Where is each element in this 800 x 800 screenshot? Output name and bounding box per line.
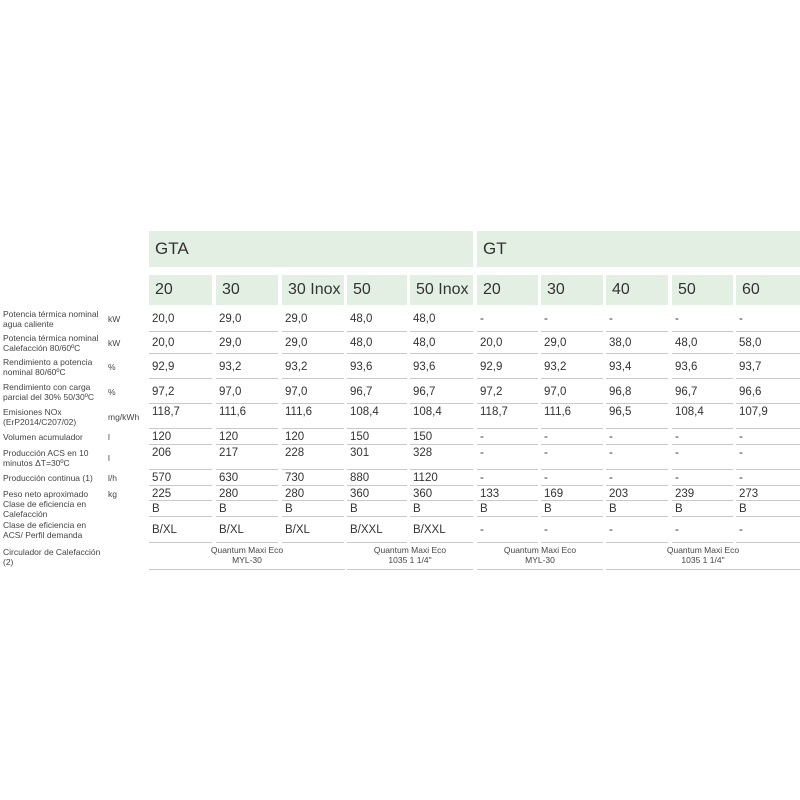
row-label: Rendimiento a potencia nominal 80/60ºC <box>3 356 93 377</box>
table-cell: 96,7 <box>413 385 436 398</box>
circulator-line2: 1035 1 1/4" <box>681 555 725 565</box>
row-divider <box>736 485 800 486</box>
table-cell: - <box>675 313 679 325</box>
table-cell: 96,7 <box>350 385 373 398</box>
row-divider <box>347 542 407 543</box>
row-divider <box>347 378 407 379</box>
row-divider <box>282 516 344 517</box>
row-divider <box>606 378 668 379</box>
model-label: 30 Inox <box>288 281 341 298</box>
table-cell: B <box>413 503 421 515</box>
row-divider <box>149 403 212 404</box>
row-divider <box>736 428 800 429</box>
row-divider <box>606 428 668 429</box>
row-divider <box>736 331 800 332</box>
row-divider <box>541 353 603 354</box>
row-divider <box>672 542 733 543</box>
table-cell: 203 <box>609 487 629 500</box>
row-divider <box>541 378 603 379</box>
row-label: Producción continua (1) <box>3 473 93 483</box>
table-cell: - <box>675 524 679 536</box>
row-divider <box>149 378 212 379</box>
table-cell: 107,9 <box>739 406 768 418</box>
model-label: 20 <box>483 281 501 298</box>
table-cell: - <box>544 447 548 459</box>
table-cell: 360 <box>413 487 433 500</box>
row-divider <box>347 428 407 429</box>
row-divider <box>410 485 473 486</box>
model-label: 60 <box>742 281 760 298</box>
model-label: 40 <box>612 281 630 298</box>
table-cell: 96,8 <box>609 385 632 398</box>
row-divider <box>606 569 800 570</box>
table-cell: 273 <box>739 487 759 500</box>
model-label: 30 <box>547 281 565 298</box>
table-cell: - <box>480 447 484 459</box>
table-cell: - <box>544 313 548 325</box>
row-divider <box>282 444 344 445</box>
table-cell: B <box>609 503 617 515</box>
table-cell: 97,2 <box>152 385 175 398</box>
table-cell: 111,6 <box>285 406 313 418</box>
row-divider <box>149 469 212 470</box>
table-cell: - <box>609 447 613 459</box>
row-divider <box>216 378 278 379</box>
model-header <box>606 275 668 305</box>
row-divider <box>736 469 800 470</box>
table-cell: - <box>739 447 743 459</box>
table-cell: - <box>480 524 484 536</box>
table-cell: 29,0 <box>285 313 308 325</box>
model-header <box>149 275 212 305</box>
table-cell: 150 <box>350 431 370 443</box>
table-cell: 630 <box>219 472 239 484</box>
circulator-gta-b <box>347 545 473 565</box>
circulator-gta-a <box>149 545 345 565</box>
table-cell: 93,2 <box>219 360 242 373</box>
table-cell: 38,0 <box>609 337 632 349</box>
table-cell: - <box>609 524 613 536</box>
table-cell: 29,0 <box>219 313 242 325</box>
table-cell: 108,4 <box>675 406 704 418</box>
table-cell: B <box>480 503 488 515</box>
table-cell: 48,0 <box>675 337 698 349</box>
row-divider <box>477 542 538 543</box>
row-divider <box>672 469 733 470</box>
table-cell: B/XL <box>285 524 310 536</box>
row-divider <box>606 485 668 486</box>
table-cell: - <box>675 431 679 443</box>
table-cell: 120 <box>219 431 239 443</box>
table-cell: 20,0 <box>152 337 175 349</box>
model-header <box>736 275 800 305</box>
table-cell: B <box>285 503 293 515</box>
table-cell: 118,7 <box>152 406 180 418</box>
row-divider <box>282 378 344 379</box>
table-cell: 328 <box>413 447 433 459</box>
row-divider <box>672 428 733 429</box>
table-cell: 111,6 <box>219 406 247 418</box>
circulator-label: Circulador de Calefacción (2) <box>3 547 101 567</box>
row-divider <box>216 353 278 354</box>
table-cell: 97,2 <box>480 385 503 398</box>
row-divider <box>216 403 278 404</box>
table-cell: B <box>219 503 227 515</box>
row-divider <box>282 542 344 543</box>
row-divider <box>282 403 344 404</box>
circulator-line2: MYL-30 <box>525 555 555 565</box>
model-label: 50 <box>678 281 696 298</box>
row-divider <box>282 500 344 501</box>
table-cell: - <box>609 431 613 443</box>
table-cell: 133 <box>480 487 500 500</box>
circulator-line2: 1035 1 1/4" <box>388 555 432 565</box>
row-divider <box>606 500 668 501</box>
table-cell: 92,9 <box>152 360 175 373</box>
row-label: Peso neto aproximado <box>3 488 89 499</box>
row-divider <box>736 378 800 379</box>
table-cell: - <box>609 313 613 325</box>
model-label: 50 Inox <box>416 281 469 298</box>
row-label: Clase de eficiencia en ACS/ Perfil demanda <box>3 520 87 540</box>
row-divider <box>410 403 473 404</box>
row-divider <box>347 353 407 354</box>
row-label: Potencia térmica nominal Calefacción 80/60ºC <box>3 333 99 353</box>
circulator-gt-a <box>477 545 603 565</box>
row-unit: kg <box>108 488 117 499</box>
circulator-line1: Quantum Maxi Eco <box>666 545 740 555</box>
table-cell: 301 <box>350 447 370 459</box>
row-divider <box>541 469 603 470</box>
row-divider <box>149 331 212 332</box>
row-divider <box>216 542 278 543</box>
row-divider <box>347 331 407 332</box>
table-cell: 48,0 <box>350 337 373 349</box>
table-cell: 93,7 <box>739 360 762 373</box>
table-cell: 217 <box>219 447 239 459</box>
row-unit: l/h <box>108 473 117 483</box>
table-cell: 93,2 <box>544 360 567 373</box>
table-cell: 570 <box>152 472 172 484</box>
row-divider <box>736 516 800 517</box>
group-title: GTA <box>155 239 189 258</box>
circulator-line1: Quantum Maxi Eco <box>503 545 577 555</box>
row-divider <box>149 485 212 486</box>
row-divider <box>149 542 212 543</box>
model-header <box>477 275 538 305</box>
row-unit: kW <box>108 314 121 324</box>
table-cell: - <box>739 472 743 484</box>
row-divider <box>477 428 538 429</box>
table-cell: - <box>544 431 548 443</box>
row-divider <box>606 331 668 332</box>
table-cell: - <box>480 472 484 484</box>
row-divider <box>541 444 603 445</box>
row-divider <box>410 353 473 354</box>
table-cell: - <box>739 431 743 443</box>
model-header <box>672 275 733 305</box>
group-title: GT <box>483 239 507 258</box>
row-divider <box>149 353 212 354</box>
row-divider <box>477 331 538 332</box>
row-divider <box>477 569 603 570</box>
table-cell: 58,0 <box>739 337 762 349</box>
row-divider <box>736 444 800 445</box>
table-cell: 280 <box>219 487 239 500</box>
row-label: Producción ACS en 10 minutos ΔT=30ºC <box>3 447 89 468</box>
row-divider <box>541 516 603 517</box>
row-divider <box>541 428 603 429</box>
row-divider <box>736 353 800 354</box>
table-cell: 730 <box>285 472 305 484</box>
row-unit: % <box>108 361 116 372</box>
row-divider <box>606 444 668 445</box>
table-cell: 97,0 <box>285 385 308 398</box>
table-cell: 48,0 <box>413 313 436 325</box>
row-divider <box>410 331 473 332</box>
table-cell: 29,0 <box>219 337 242 349</box>
row-divider <box>282 331 344 332</box>
row-divider <box>282 485 344 486</box>
row-divider <box>736 542 800 543</box>
table-cell: - <box>739 524 743 536</box>
table-cell: 93,4 <box>609 360 632 373</box>
row-unit <box>108 518 150 542</box>
row-label: Clase de eficiencia en Calefacción <box>3 499 87 519</box>
table-cell: 239 <box>675 487 695 500</box>
row-divider <box>216 331 278 332</box>
row-divider <box>477 500 538 501</box>
row-divider <box>477 353 538 354</box>
table-cell: 169 <box>544 487 564 500</box>
table-cell: 96,5 <box>609 406 632 418</box>
model-header <box>541 275 603 305</box>
table-cell: 150 <box>413 431 433 443</box>
table-cell: 29,0 <box>285 337 308 349</box>
table-cell: B/XXL <box>350 524 383 536</box>
table-cell: - <box>480 313 484 325</box>
table-cell: 120 <box>285 431 305 443</box>
table-cell: 111,6 <box>544 406 572 418</box>
table-cell: 97,0 <box>544 385 567 398</box>
group-header-gt <box>477 231 800 267</box>
row-divider <box>541 331 603 332</box>
table-cell: B <box>152 503 160 515</box>
row-divider <box>736 403 800 404</box>
table-cell: 360 <box>350 487 370 500</box>
table-cell: 20,0 <box>480 337 503 349</box>
table-cell: - <box>544 472 548 484</box>
row-divider <box>410 469 473 470</box>
row-unit <box>108 502 150 516</box>
table-cell: 96,6 <box>739 385 762 398</box>
row-divider <box>541 403 603 404</box>
row-divider <box>149 444 212 445</box>
row-divider <box>477 403 538 404</box>
row-divider <box>410 516 473 517</box>
table-cell: 92,9 <box>480 360 503 373</box>
table-cell: - <box>739 313 743 325</box>
table-cell: B <box>739 503 747 515</box>
table-cell: 228 <box>285 447 305 459</box>
table-cell: 93,6 <box>413 360 436 373</box>
table-cell: 280 <box>285 487 305 500</box>
model-header <box>410 275 473 305</box>
table-cell: 93,2 <box>285 360 308 373</box>
table-cell: 108,4 <box>350 406 379 418</box>
row-divider <box>606 516 668 517</box>
row-divider <box>541 542 603 543</box>
row-divider <box>347 516 407 517</box>
table-cell: 93,6 <box>675 360 698 373</box>
table-cell: B <box>544 503 552 515</box>
row-divider <box>672 331 733 332</box>
row-divider <box>672 500 733 501</box>
row-divider <box>477 516 538 517</box>
row-divider <box>216 485 278 486</box>
model-header <box>216 275 278 305</box>
row-label: Potencia térmica nominal agua caliente <box>3 309 99 329</box>
table-cell: 93,6 <box>350 360 373 373</box>
row-divider <box>541 500 603 501</box>
table-cell: 118,7 <box>480 406 508 418</box>
row-divider <box>410 500 473 501</box>
table-cell: 225 <box>152 487 172 500</box>
row-divider <box>347 500 407 501</box>
row-divider <box>541 485 603 486</box>
circulator-line1: Quantum Maxi Eco <box>210 545 284 555</box>
row-divider <box>672 485 733 486</box>
row-divider <box>672 444 733 445</box>
row-divider <box>149 500 212 501</box>
model-header <box>347 275 407 305</box>
table-cell: 97,0 <box>219 385 242 398</box>
circulator-line2: MYL-30 <box>232 555 262 565</box>
row-unit: kW <box>108 338 121 348</box>
row-divider <box>410 378 473 379</box>
row-divider <box>477 469 538 470</box>
row-divider <box>410 444 473 445</box>
row-divider <box>149 428 212 429</box>
row-divider <box>477 378 538 379</box>
model-header <box>282 275 344 305</box>
row-divider <box>216 516 278 517</box>
model-label: 50 <box>353 281 371 298</box>
model-label: 30 <box>222 281 240 298</box>
circulator-gt-b <box>606 545 800 565</box>
table-cell: B/XL <box>219 524 244 536</box>
row-divider <box>410 542 473 543</box>
row-divider <box>347 444 407 445</box>
table-cell: 20,0 <box>152 313 175 325</box>
table-cell: 48,0 <box>413 337 436 349</box>
table-cell: - <box>609 472 613 484</box>
row-divider <box>736 500 800 501</box>
model-label: 20 <box>155 281 173 298</box>
row-divider <box>672 516 733 517</box>
table-cell: - <box>675 447 679 459</box>
row-divider <box>606 469 668 470</box>
row-divider <box>149 569 345 570</box>
row-label: Emisiones NOx (ErP2014/C207/02) <box>3 406 77 427</box>
table-cell: - <box>544 524 548 536</box>
row-divider <box>216 469 278 470</box>
table-cell: 108,4 <box>413 406 442 418</box>
row-divider <box>347 485 407 486</box>
circulator-line1: Quantum Maxi Eco <box>373 545 447 555</box>
row-divider <box>606 353 668 354</box>
row-divider <box>410 428 473 429</box>
table-cell: 120 <box>152 431 172 443</box>
row-divider <box>216 500 278 501</box>
row-divider <box>347 403 407 404</box>
table-cell: - <box>480 431 484 443</box>
table-cell: 206 <box>152 447 172 459</box>
row-divider <box>347 469 407 470</box>
row-divider <box>672 378 733 379</box>
table-cell: B/XL <box>152 524 177 536</box>
table-cell: 96,7 <box>675 385 698 398</box>
group-header-gta <box>149 231 473 267</box>
table-cell: B <box>350 503 358 515</box>
table-cell: 1120 <box>413 472 438 484</box>
row-divider <box>282 428 344 429</box>
row-unit: l <box>108 432 110 442</box>
row-label: Rendimiento con carga parcial del 30% 50/30ºC <box>3 381 94 402</box>
row-divider <box>477 485 538 486</box>
table-cell: B <box>675 503 683 515</box>
row-unit: mg/kWh <box>108 411 140 422</box>
table-cell: 880 <box>350 472 370 484</box>
row-divider <box>477 444 538 445</box>
row-divider <box>347 569 473 570</box>
row-divider <box>672 403 733 404</box>
row-divider <box>282 353 344 354</box>
row-divider <box>606 403 668 404</box>
table-cell: 29,0 <box>544 337 567 349</box>
row-divider <box>672 353 733 354</box>
row-divider <box>149 516 212 517</box>
row-divider <box>606 542 668 543</box>
row-unit: % <box>108 386 116 397</box>
row-divider <box>216 428 278 429</box>
row-unit: l <box>108 452 110 463</box>
row-divider <box>216 444 278 445</box>
row-label: Volumen acumulador <box>3 432 83 442</box>
table-cell: - <box>675 472 679 484</box>
table-cell: B/XXL <box>413 524 446 536</box>
table-cell: 48,0 <box>350 313 373 325</box>
row-divider <box>282 469 344 470</box>
